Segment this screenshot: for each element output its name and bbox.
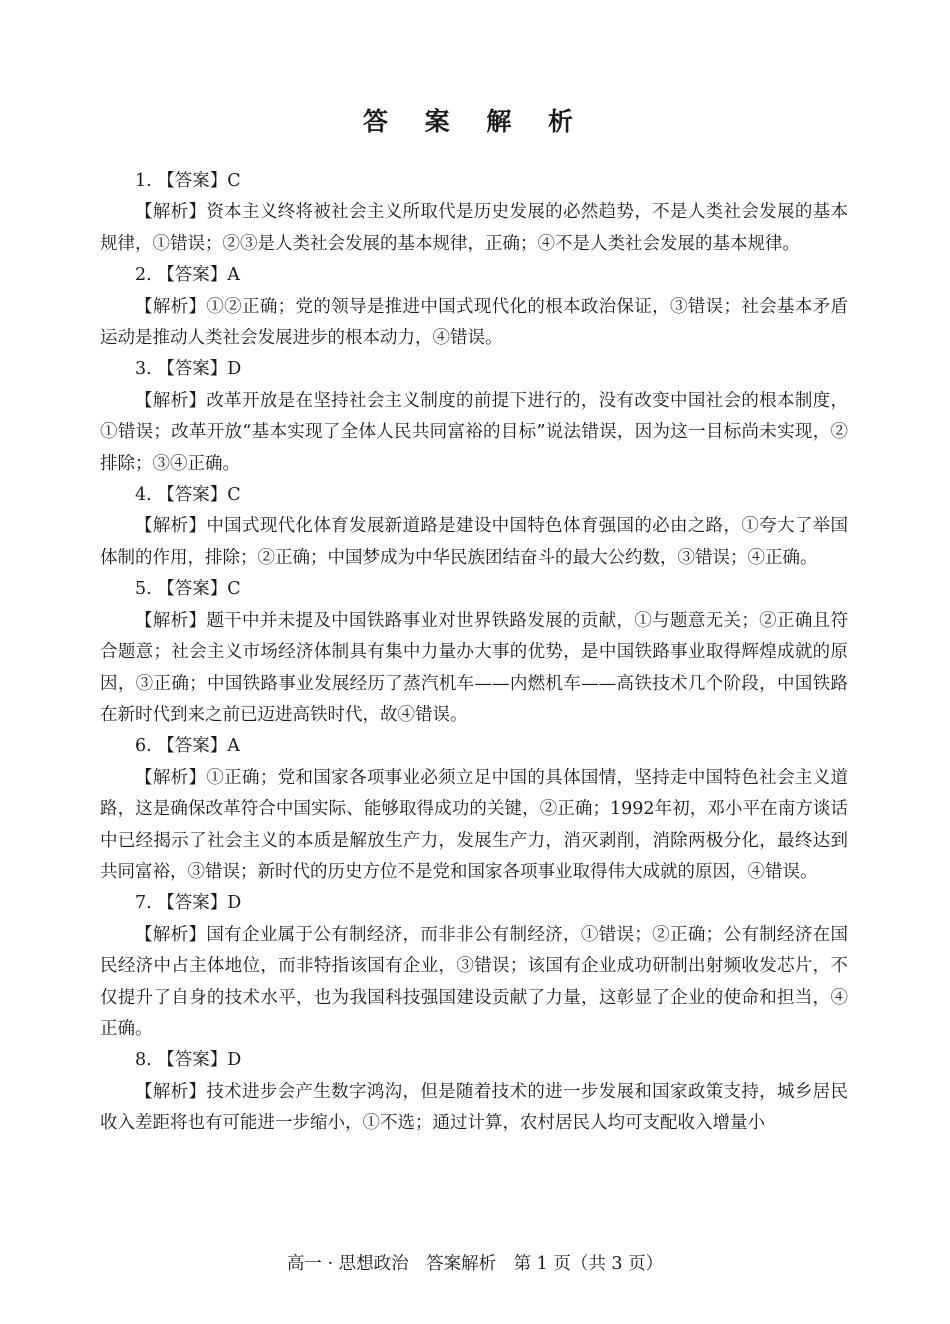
answer-line-4: 4. 【答案】C	[135, 485, 241, 506]
answer-line-1: 1. 【答案】C	[135, 171, 241, 191]
answer-line-3: 3. 【答案】D	[135, 359, 242, 380]
answer-line-6: 6. 【答案】A	[135, 736, 240, 757]
analysis-paragraph-5: 【解析】题干中并未提及中国铁路事业对世界铁路发展的贡献，①与题意无关；②正确且符合题意；社会主义市场经济体制具有集中力量办大事的优势，是中国铁路事业取得辉煌成就的原因，③正确；中国铁路事业发展经历了蒸汽机车——内燃机车——高铁技术几个阶段，中国铁路在新时代到来之前已迈进高铁时代，故④错误。	[100, 610, 848, 725]
analysis-paragraph-3: 【解析】改革开放是在坚持社会主义制度的前提下进行的，没有改变中国社会的根本制度，①错误；改革开放“基本实现了全体人民共同富裕的目标”说法错误，因为这一目标尚未实现，②排除；③④正确。	[100, 390, 848, 474]
page-footer: 高一 · 思想政治 答案解析 第 1 页（共 3 页）	[286, 1254, 664, 1274]
analysis-paragraph-8: 【解析】技术进步会产生数字鸿沟，但是随着技术的进一步发展和国家政策支持，城乡居民收入差距将也有可能进一步缩小，①不选；通过计算，农村居民人均可支配收入增量小	[100, 1081, 848, 1134]
answer-list	[100, 166, 848, 1140]
answer-line-7: 7. 【答案】D	[135, 893, 242, 914]
answer-line-2: 2. 【答案】A	[135, 265, 240, 286]
answer-line-5: 5. 【答案】C	[135, 579, 241, 600]
analysis-paragraph-4: 【解析】中国式现代化体育发展新道路是建设中国特色体育强国的必由之路，①夸大了举国体制的作用，排除；②正确；中国梦成为中华民族团结奋斗的最大公约数，③错误；④正确。	[100, 516, 848, 568]
analysis-paragraph-2: 【解析】①②正确；党的领导是推进中国式现代化的根本政治保证，③错误；社会基本矛盾运动是推动人类社会发展进步的根本动力，④错误。	[100, 296, 848, 349]
page-title: 答 案 解 析	[362, 107, 588, 136]
analysis-paragraph-7: 【解析】国有企业属于公有制经济，而非非公有制经济，①错误；②正确；公有制经济在国民经济中占主体地位，而非特指该国有企业，③错误；该国有企业成功研制出射频收发芯片，不仅提升了自身的技术水平，也为我国科技强国建设贡献了力量，这彰显了企业的使命和担当，④正确。	[100, 924, 848, 1039]
analysis-paragraph-1: 【解析】资本主义终将被社会主义所取代是历史发展的必然趋势，不是人类社会发展的基本规律，①错误；②③是人类社会发展的基本规律，正确；④不是人类社会发展的基本规律。	[100, 202, 848, 254]
answer-line-8: 8. 【答案】D	[135, 1050, 242, 1071]
analysis-paragraph-6: 【解析】①正确；党和国家各项事业必须立足中国的具体国情，坚持走中国特色社会主义道路，这是确保改革符合中国实际、能够取得成功的关键，②正确；1992年初，邓小平在南方谈话中已经揭示了社会主义的本质是解放生产力，发展生产力，消灭剥削，消除两极分化，最终达到共同富裕，③错误；新时代的历史方位不是党和国家各项事业取得伟大成就的原因，④错误。	[100, 767, 848, 882]
